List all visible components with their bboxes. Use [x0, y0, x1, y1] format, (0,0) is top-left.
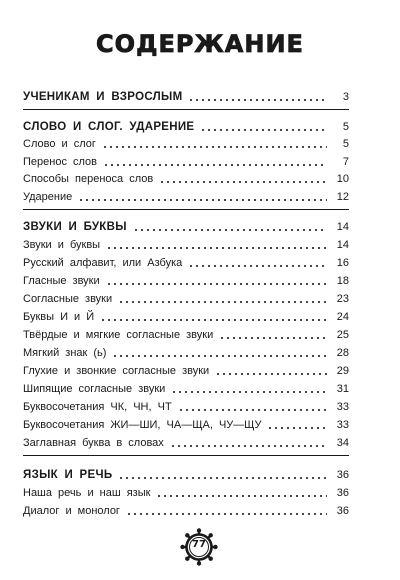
toc-entry-page: 23 [336, 293, 349, 305]
toc-entry-label: Твёрдые и мягкие согласные звуки [23, 329, 214, 341]
dot-leader [159, 174, 327, 184]
toc-entry-page: 14 [336, 239, 349, 251]
dot-leader [106, 240, 327, 250]
toc-entry[interactable] [23, 216, 349, 234]
section-divider [23, 455, 349, 456]
toc-entry-label: ЯЗЫК И РЕЧЬ [23, 469, 113, 481]
toc-entry-label: Буквосочетания ЧК, ЧН, ЧТ [23, 401, 172, 413]
dot-leader [118, 294, 327, 304]
dot-leader [126, 506, 327, 516]
toc-entry-label: Ударение [23, 191, 73, 203]
dot-leader [171, 384, 327, 394]
dot-leader [219, 330, 327, 340]
toc-entry-page: 25 [336, 329, 349, 341]
toc-entry-label: Слово и слог [23, 138, 96, 150]
dot-leader [188, 92, 327, 102]
toc-entry[interactable] [23, 360, 349, 378]
toc-entry-label: УЧЕНИКАМ И ВЗРОСЛЫМ [23, 91, 183, 103]
dot-leader [156, 488, 327, 498]
dot-leader [102, 139, 327, 149]
toc-entry-label: СЛОВО И СЛОГ. УДАРЕНИЕ [23, 121, 195, 133]
toc-entry-page: 34 [336, 437, 349, 449]
toc-entry-label: Шипящие согласные звуки [23, 383, 166, 395]
toc-entry[interactable] [23, 482, 349, 500]
page-title: СОДЕРЖАНИЕ [96, 30, 304, 58]
toc-entry[interactable] [23, 252, 349, 270]
toc-entry-label: Способы переноса слов [23, 173, 154, 185]
toc-entry-label: Согласные звуки [23, 293, 113, 305]
toc-entry-page: 12 [336, 191, 349, 203]
toc-entry-label: Наша речь и наш язык [23, 487, 151, 499]
toc-entry-page: 14 [336, 221, 349, 233]
toc-entry-page: 36 [336, 505, 349, 517]
dot-leader [215, 366, 327, 376]
toc-entry[interactable] [23, 378, 349, 396]
dot-leader [112, 348, 327, 358]
toc-entry-label: Буквосочетания ЖИ—ШИ, ЧА—ЩА, ЧУ—ЩУ [23, 419, 262, 431]
toc-entry-label: Буквы И и Й [23, 311, 95, 323]
toc-entry-page: 18 [336, 275, 349, 287]
dot-leader [100, 312, 327, 322]
toc-entry[interactable] [23, 414, 349, 432]
page-number: 77 [192, 539, 206, 550]
dot-leader [200, 122, 327, 132]
toc-entry-page: 5 [342, 138, 349, 150]
toc-entry[interactable] [23, 133, 349, 151]
toc-entry[interactable] [23, 288, 349, 306]
toc-entry-page: 33 [336, 401, 349, 413]
toc-entry[interactable] [23, 500, 349, 518]
dot-leader [78, 192, 327, 202]
dot-leader [188, 258, 327, 268]
toc-entry-label: ЗВУКИ И БУКВЫ [23, 221, 127, 233]
toc-entry[interactable] [23, 168, 349, 186]
toc-entry-page: 24 [336, 311, 349, 323]
toc-entry[interactable] [23, 342, 349, 360]
dot-leader [267, 420, 327, 430]
toc-entry-label: Диалог и монолог [23, 505, 120, 517]
toc-entry[interactable] [23, 396, 349, 414]
toc-entry-page: 33 [336, 419, 349, 431]
toc-entry-page: 3 [342, 91, 349, 103]
toc-entry-label: Перенос слов [23, 156, 98, 168]
toc-entry-label: Звуки и буквы [23, 239, 101, 251]
toc-entry-label: Гласные звуки [23, 275, 100, 287]
toc-entry-label: Заглавная буква в словах [23, 437, 164, 449]
dot-leader [178, 402, 327, 412]
toc-entry[interactable] [23, 306, 349, 324]
section-divider [23, 209, 349, 210]
toc-entry-page: 7 [342, 156, 349, 168]
toc-entry[interactable] [23, 186, 349, 204]
toc-entry-page: 5 [342, 121, 349, 133]
dot-leader [170, 438, 327, 448]
dot-leader [103, 157, 327, 167]
toc-entry[interactable] [23, 324, 349, 342]
toc-entry[interactable] [23, 151, 349, 169]
toc-entry-page: 10 [336, 173, 349, 185]
toc-entry-page: 29 [336, 365, 349, 377]
dot-leader [106, 276, 327, 286]
section-divider [23, 109, 349, 110]
toc-entry-page: 36 [336, 469, 349, 481]
toc-entry[interactable] [23, 234, 349, 252]
toc-entry-page: 28 [336, 347, 349, 359]
toc-entry[interactable] [23, 270, 349, 288]
toc-entry-page: 36 [336, 487, 349, 499]
toc-entry-page: 16 [336, 257, 349, 269]
toc-entry[interactable] [23, 116, 349, 134]
dot-leader [118, 470, 327, 480]
toc-entry[interactable] [23, 464, 349, 482]
toc-entry[interactable] [23, 432, 349, 450]
toc-entry-label: Русский алфавит, или Азбука [23, 257, 183, 269]
toc-entry-label: Мягкий знак (ь) [23, 347, 107, 359]
toc-entry[interactable] [23, 86, 349, 104]
toc-entry-page: 31 [336, 383, 349, 395]
toc-entry-label: Глухие и звонкие согласные звуки [23, 365, 210, 377]
dot-leader [133, 222, 327, 232]
